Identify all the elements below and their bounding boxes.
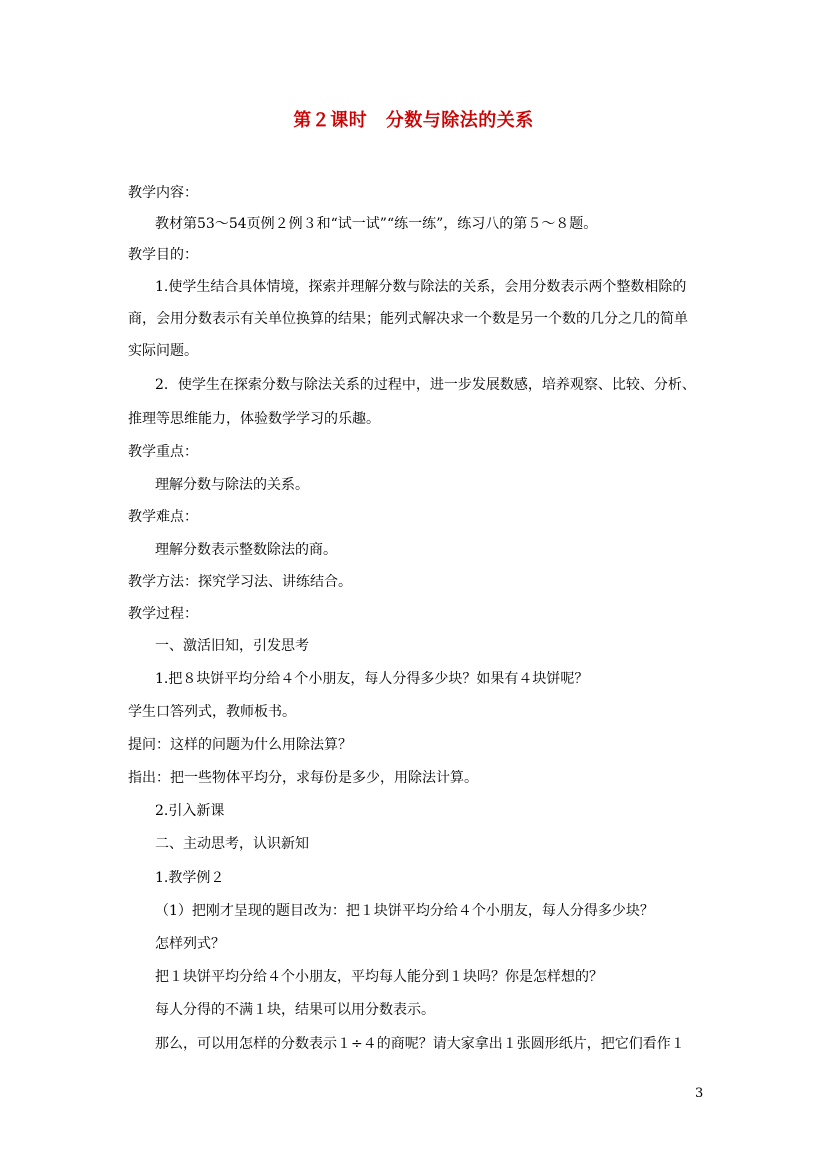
text-line: 1.把８块饼平均分给４个小朋友，每人分得多少块？如果有４块饼呢？ <box>155 671 589 687</box>
text-line: （1）把刚才呈现的题目改为：把１块饼平均分给４个小朋友，每人分得多少块？ <box>155 903 654 919</box>
text-line: 怎样列式？ <box>155 936 225 952</box>
text-line: 教学重点： <box>128 444 198 460</box>
text-line: 把１块饼平均分给４个小朋友，平均每人能分到１块吗？你是怎样想的？ <box>155 969 603 985</box>
text-line: 指出：把一些物体平均分，求每份是多少，用除法计算。 <box>128 770 478 786</box>
text-line: 教学过程： <box>128 606 198 622</box>
text-line: 学生口答列式，教师板书。 <box>128 704 296 720</box>
text-line: 1.使学生结合具体情境，探索并理解分数与除法的关系，会用分数表示两个整数相除的 <box>155 279 687 295</box>
text-line: 商，会用分数表示有关单位换算的结果；能列式解决求一个数是另一个数的几分之几的简单 <box>128 311 688 327</box>
text-line: 推理等思维能力，体验数学学习的乐趣。 <box>128 411 380 427</box>
text-line: 教学内容： <box>128 185 198 201</box>
text-line: 教学难点： <box>128 509 198 525</box>
text-line: 那么，可以用怎样的分数表示１÷４的商呢？请大家拿出１张圆形纸片，把它们看作１ <box>155 1036 685 1052</box>
text-line: 2.引入新课 <box>155 803 225 819</box>
text-line: 一、激活旧知，引发思考 <box>155 638 309 654</box>
text-line: 每人分得的不满１块，结果可以用分数表示。 <box>155 1002 435 1018</box>
text-line: 提问：这样的问题为什么用除法算？ <box>128 737 352 753</box>
text-line: 实际问题。 <box>128 343 198 359</box>
text-line: 教材第53～54页例２例３和“试一试”“练一练”，练习八的第５～８题。 <box>155 216 598 232</box>
text-line: 教学方法：探究学习法、讲练结合。 <box>128 574 352 590</box>
page-number: 3 <box>695 1086 704 1101</box>
text-line: 2．使学生在探索分数与除法关系的过程中，进一步发展数感，培养观察、比较、分析、 <box>155 377 696 393</box>
text-line: 教学目的： <box>128 247 198 263</box>
text-line: 二、主动思考，认识新知 <box>155 836 309 852</box>
text-line: 理解分数与除法的关系。 <box>155 477 309 493</box>
text-line: 理解分数表示整数除法的商。 <box>155 542 337 558</box>
page-title: 第２课时 分数与除法的关系 <box>293 110 534 131</box>
text-line: 1.教学例２ <box>155 870 225 886</box>
